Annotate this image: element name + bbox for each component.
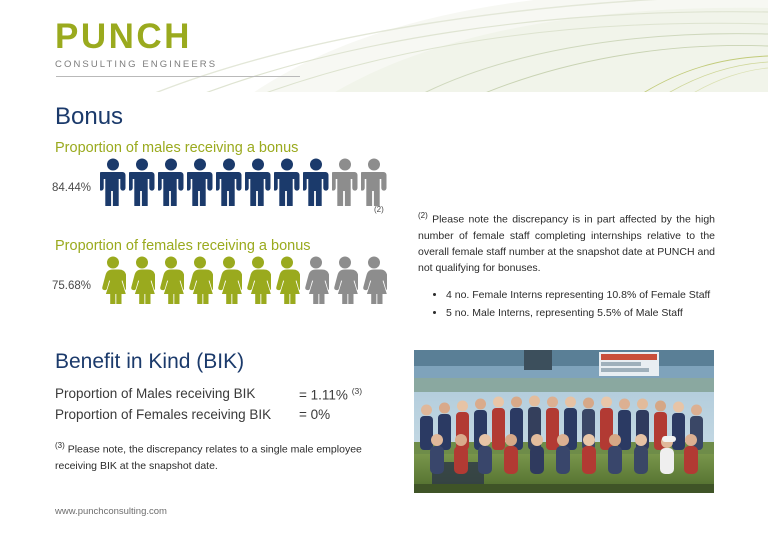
subtitle-males-bonus: Proportion of males receiving a bonus — [55, 140, 299, 156]
note-bullet-list — [432, 286, 736, 322]
female-figure-icon — [245, 256, 271, 304]
pictogram-row-males — [100, 158, 387, 206]
bik-row-value-males — [299, 386, 362, 403]
male-figure-icon — [245, 158, 271, 206]
male-figure-icon — [158, 158, 184, 206]
list-item: • 5 no. Male Interns, representing 5.5% of Male Staff — [446, 304, 736, 322]
male-figure-icon — [216, 158, 242, 206]
footnote-marker-2: (2) — [374, 205, 384, 214]
percent-females-bonus: 75.68% — [52, 280, 92, 292]
female-figure-icon — [216, 256, 242, 304]
footnote-2-block — [418, 208, 715, 276]
female-figure-icon-empty — [332, 256, 358, 304]
bik-row-value-females: = 0% — [299, 407, 331, 422]
group-team-photo-image — [414, 350, 714, 493]
logo-tagline: CONSULTING ENGINEERS — [55, 59, 218, 70]
female-figure-icon — [187, 256, 213, 304]
bik-value-males-text: = 1.11% — [299, 387, 348, 403]
footnote-3-text: Please note, the discrepancy relates to a single male employee receiving BIK at the snapshot date. — [55, 443, 362, 472]
logo-underline — [56, 76, 300, 77]
group-team-photo — [414, 350, 714, 493]
female-figure-icon-empty — [303, 256, 329, 304]
male-figure-icon — [100, 158, 126, 206]
page-header — [0, 0, 768, 92]
male-figure-icon — [129, 158, 155, 206]
female-figure-icon — [158, 256, 184, 304]
female-figure-icon — [274, 256, 300, 304]
subtitle-females-bonus: Proportion of females receiving a bonus — [55, 238, 311, 254]
female-figure-icon — [100, 256, 126, 304]
logo-wordmark: PUNCH — [55, 17, 192, 56]
male-figure-icon — [303, 158, 329, 206]
female-figure-icon — [129, 256, 155, 304]
male-figure-icon — [274, 158, 300, 206]
footnote-marker-3: (3) — [351, 386, 363, 396]
footnote-2-marker: (2) — [418, 211, 428, 220]
bik-row-label-males: Proportion of Males receiving BIK — [55, 386, 256, 401]
section-title-bik: Benefit in Kind (BIK) — [55, 350, 245, 373]
section-title-bonus: Bonus — [55, 103, 124, 130]
footnote-3-block — [55, 438, 385, 474]
female-figure-icon-empty — [361, 256, 387, 304]
male-figure-icon-empty — [361, 158, 387, 206]
pictogram-row-females — [100, 256, 387, 304]
male-figure-icon-empty — [332, 158, 358, 206]
logo — [55, 18, 217, 70]
list-item: • 4 no. Female Interns representing 10.8% of Female Staff — [446, 286, 736, 304]
footnote-2-text: Please note the discrepancy is in part affected by the high number of female staff completing internships relative to the overall female staff number at the snapshot date at PUNCH and not qualifying for bonuses. — [418, 213, 715, 274]
footnote-3-marker: (3) — [55, 441, 65, 450]
footer-website-url[interactable]: www.punchconsulting.com — [55, 506, 167, 517]
bik-row-label-females: Proportion of Females receiving BIK — [55, 407, 272, 422]
percent-males-bonus: 84.44% — [52, 182, 92, 194]
male-figure-icon — [187, 158, 213, 206]
